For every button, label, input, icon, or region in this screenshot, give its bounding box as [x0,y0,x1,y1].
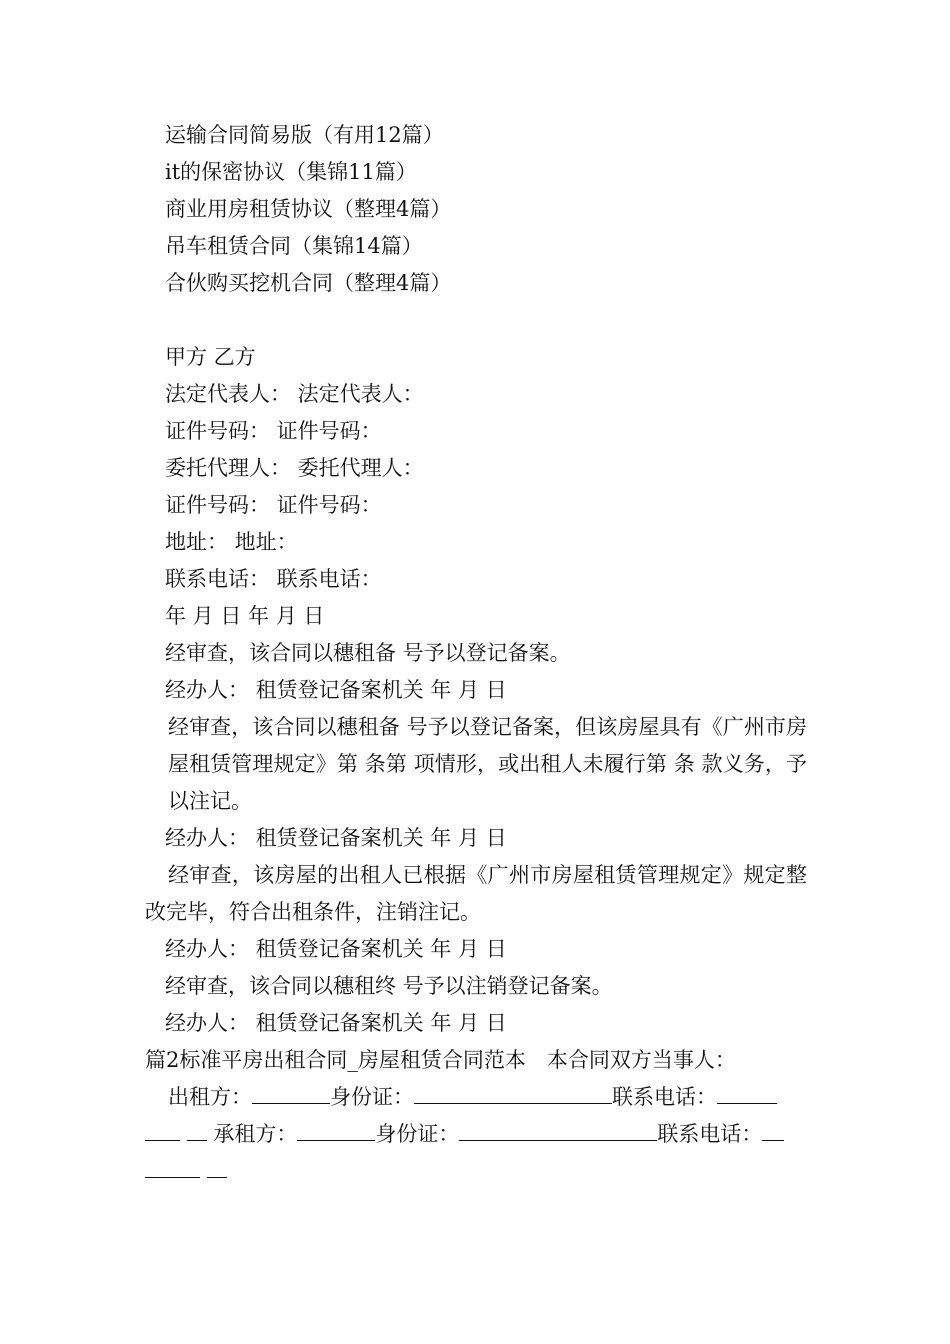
registration-note-4: 经审查，该合同以穗租终 号予以注销登记备案。 [165,974,613,998]
officer-line-3: 经办人： 租赁登记备案机关 年 月 日 [165,937,507,961]
related-title-item[interactable]: 吊车租赁合同（集锦14篇） [165,234,423,258]
related-title-item[interactable]: 合伙购买挖机合同（整理4篇） [165,271,452,295]
section-2-heading: 篇2标准平房出租合同_房屋租赁合同范本 本合同双方当事人： [145,1048,736,1072]
lessee-phone-blank-cont[interactable] [145,1159,200,1178]
id-number-line: 证件号码： 证件号码： [165,419,382,443]
lessor-name-blank[interactable] [252,1085,330,1104]
lessee-id-label: 身份证： [375,1122,460,1146]
related-title-item[interactable]: it的保密协议（集锦11篇） [165,160,417,184]
lessee-phone-label: 联系电话： [657,1122,763,1146]
registration-note-3 [145,857,807,931]
registration-note-3-text: 经审查，该房屋的出租人已根据《广州市房屋租赁管理规定》规定整改完毕，符合出租条件，注销注记。 [145,863,807,924]
officer-line-2: 经办人： 租赁登记备案机关 年 月 日 [165,826,507,850]
lessee-phone-blank-tail[interactable] [207,1159,227,1178]
lessor-id-blank[interactable] [414,1085,612,1104]
date-line: 年 月 日 年 月 日 [165,604,325,628]
registration-note-2-text: 经审查，该合同以穗租备 号予以登记备案，但该房屋具有《广州市房屋租赁管理规定》第 条第 项情形，或出租人未履行第 条 款义务，予以注记。 [168,715,807,813]
lessee-line [145,1116,807,1153]
related-title-item[interactable]: 商业用房租赁协议（整理4篇） [165,197,452,221]
related-title-item[interactable]: 运输合同简易版（有用12篇） [165,123,444,147]
document-body [145,117,807,1190]
officer-line-4: 经办人： 租赁登记备案机关 年 月 日 [165,1011,507,1035]
lessor-phone-blank[interactable] [717,1085,777,1104]
lessor-phone-label: 联系电话： [612,1085,717,1109]
agent-id-number-line: 证件号码： 证件号码： [165,493,382,517]
section-2 [145,1042,807,1190]
lessor-id-label: 身份证： [330,1085,414,1109]
spacer [145,302,807,339]
parties-block [145,339,807,635]
registration-note-2 [145,709,807,820]
lessor-phone-blank-tail[interactable] [187,1122,207,1141]
officer-line-1: 经办人： 租赁登记备案机关 年 月 日 [165,678,507,702]
lessor-line [145,1079,807,1116]
legal-representative-line: 法定代表人： 法定代表人： [165,382,424,406]
phone-line: 联系电话： 联系电话： [165,567,382,591]
lessee-phone-blank[interactable] [762,1122,784,1141]
lessee-phone-cont-line [145,1153,807,1190]
registration-note-1: 经审查，该合同以穗租备 号予以登记备案。 [165,641,571,665]
address-line: 地址： 地址： [165,530,298,554]
lessee-label: 承租方： [213,1122,298,1146]
lessee-name-blank[interactable] [297,1122,375,1141]
related-titles-list [145,117,807,302]
lessor-phone-blank-cont[interactable] [145,1122,180,1141]
party-header: 甲方 乙方 [165,345,256,369]
registration-block [145,635,807,1042]
agent-line: 委托代理人： 委托代理人： [165,456,424,480]
lessee-id-blank[interactable] [459,1122,657,1141]
lessor-label: 出租方： [168,1085,252,1109]
